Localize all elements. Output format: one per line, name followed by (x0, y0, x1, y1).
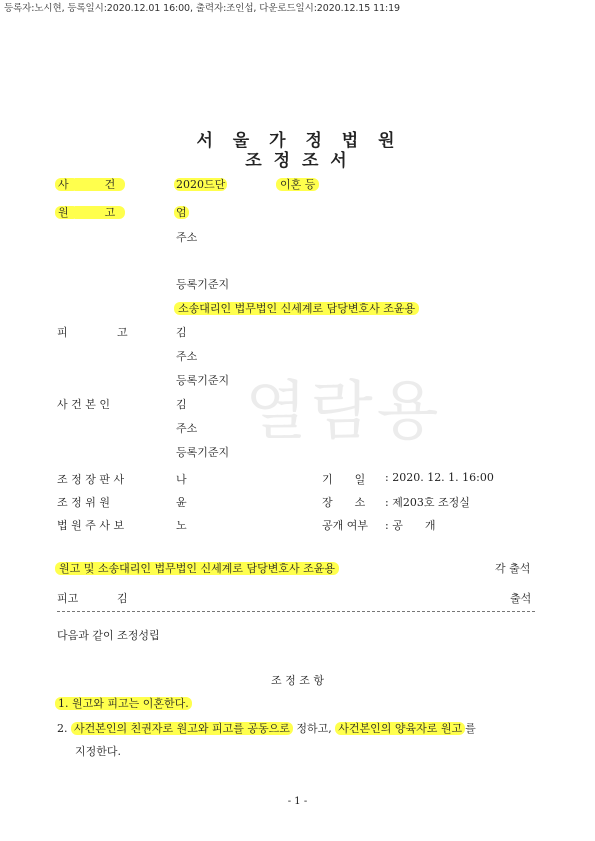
public-label: 공개 여부 (322, 519, 369, 532)
defendant-label-a: 피 (57, 326, 68, 339)
principal-label: 사 건 본 인 (57, 398, 110, 411)
page-number: - 1 - (287, 796, 308, 807)
case-label: 사 건 (55, 176, 125, 192)
plaintiff-label: 원 고 (55, 204, 125, 220)
term-item-2: 2. 사건본인의 친권자로 원고와 피고를 공동으로 정하고, 사건본인의 양육자로 원고 를 (57, 722, 476, 735)
plaintiff-attendance-status: 각 출석 (495, 562, 531, 575)
defendant-attendance-status: 출석 (510, 592, 532, 605)
plaintiff-address-label: 주소 (176, 231, 198, 244)
judge-name: 나 (176, 473, 187, 486)
intro-text: 다음과 같이 조정성립 (57, 629, 160, 642)
divider (57, 611, 535, 612)
defendant-address-label: 주소 (176, 350, 198, 363)
case-type: 이혼 등 (276, 176, 319, 192)
place-value: : 제203호 조정실 (385, 496, 470, 509)
principal-registry-label: 등록기준지 (176, 446, 230, 459)
document-meta-header: 등록자:노시현, 등록일시:2020.12.01 16:00, 출력자:조인섭, 다운로드일시:2020.12.15 11:19 (4, 3, 400, 14)
plaintiff-attorney: 소송대리인 법무법인 신세계로 담당변호사 조윤용 (174, 300, 419, 316)
defendant-name: 김 (176, 326, 187, 339)
case-number: 2020드단 (176, 178, 226, 191)
watermark: 열람용 (245, 375, 443, 449)
terms-title: 조 정 조 항 (271, 674, 324, 687)
public-value: : 공 개 (385, 519, 436, 532)
term-item-1: 1. 원고와 피고는 이혼한다. (55, 695, 192, 711)
plaintiff-registry-label: 등록기준지 (176, 278, 230, 291)
defendant-attendance-label: 피고 (57, 592, 79, 605)
date-label: 기 일 (322, 473, 366, 486)
document-title: 조 정 조 서 (245, 151, 350, 171)
court-title: 서 울 가 정 법 원 (196, 131, 399, 151)
clerk-label: 법 원 주 사 보 (57, 519, 125, 532)
defendant-registry-label: 등록기준지 (176, 374, 230, 387)
mediator-label: 조 정 위 원 (57, 496, 110, 509)
defendant-attendance-name: 김 (117, 592, 128, 605)
date-value: : 2020. 12. 1. 16:00 (385, 471, 494, 484)
clerk-name: 노 (176, 519, 187, 532)
term-item-2-continued: 지정한다. (75, 745, 122, 758)
judge-label: 조 정 장 판 사 (57, 473, 125, 486)
plaintiff-name: 엄 (176, 206, 187, 219)
principal-address-label: 주소 (176, 422, 198, 435)
mediator-name: 윤 (176, 496, 187, 509)
defendant-label-b: 고 (117, 326, 128, 339)
place-label: 장 소 (322, 496, 366, 509)
plaintiff-attendance: 원고 및 소송대리인 법무법인 신세계로 담당변호사 조윤용 (55, 560, 339, 576)
principal-name: 김 (176, 398, 187, 411)
